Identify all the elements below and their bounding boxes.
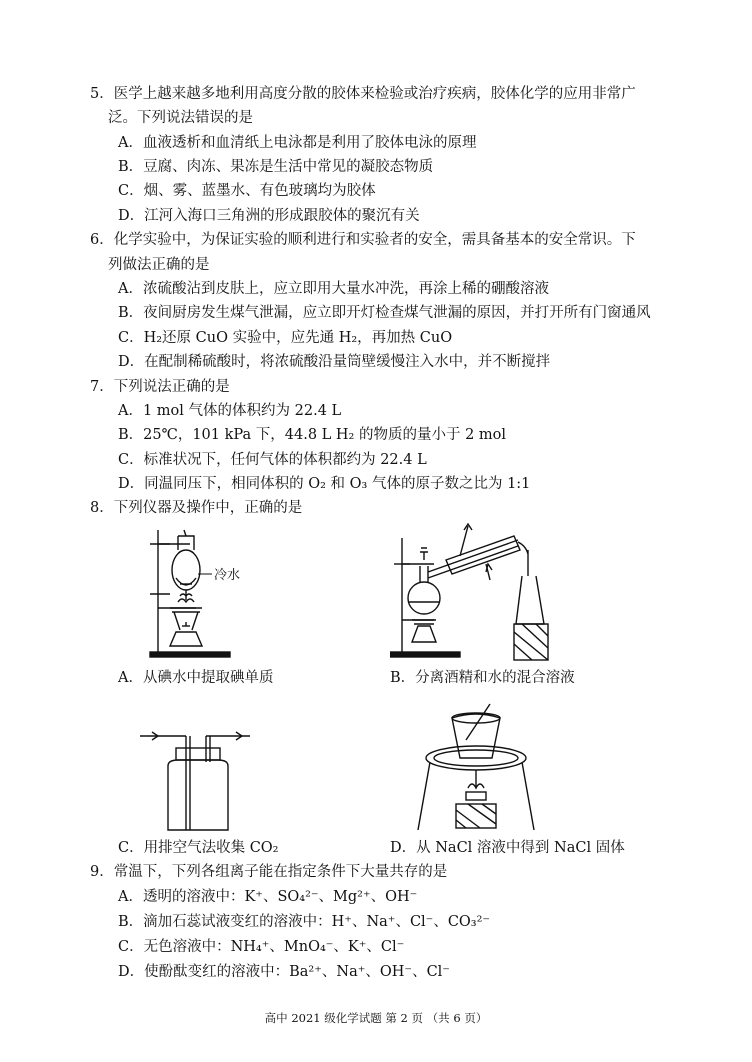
q9-option-a: A．透明的溶液中：K⁺、SO₄²⁻、Mg²⁺、OH⁻ bbox=[118, 889, 418, 905]
q5-option-a: A．血液透析和血清纸上电泳都是利用了胶体电泳的原理 bbox=[118, 135, 477, 151]
q8-option-c-caption: C．用排空气法收集 CO₂ bbox=[118, 840, 279, 856]
figure-b-distillation bbox=[390, 520, 560, 665]
q7-option-d: D．同温同压下，相同体积的 O₂ 和 O₃ 气体的原子数之比为 1:1 bbox=[118, 476, 531, 492]
q5-option-c: C．烟、雾、蓝墨水、有色玻璃均为胶体 bbox=[118, 183, 376, 199]
q5-option-b: B．豆腐、肉冻、果冻是生活中常见的凝胶态物质 bbox=[118, 159, 434, 175]
q9-option-d: D．使酚酞变红的溶液中：Ba²⁺、Na⁺、OH⁻、Cl⁻ bbox=[118, 964, 450, 980]
page-footer: 高中 2021 级化学试题 第 2 页 （共 6 页） bbox=[264, 1011, 488, 1025]
figure-a-separatory-funnel bbox=[140, 522, 270, 662]
q6-stem-line1: 6．化学实验中，为保证实验的顺利进行和实验者的安全，需具备基本的安全常识。下 bbox=[90, 232, 636, 248]
q8-option-a-caption: A．从碘水中提取碘单质 bbox=[118, 670, 274, 686]
q7-option-a: A．1 mol 气体的体积约为 22.4 L bbox=[118, 403, 342, 419]
q9-stem: 9．常温下，下列各组离子能在指定条件下大量共存的是 bbox=[90, 864, 448, 880]
q8-stem: 8．下列仪器及操作中，正确的是 bbox=[90, 500, 303, 516]
figure-c-gas-bottle bbox=[140, 722, 260, 837]
label-cold-water: 冷水 bbox=[214, 568, 241, 583]
q6-option-d: D．在配制稀硫酸时，将浓硫酸沿量筒壁缓慢注入水中，并不断搅拌 bbox=[118, 354, 551, 370]
q6-option-b: B．夜间厨房发生煤气泄漏，应立即开灯检查煤气泄漏的原因，并打开所有门窗通风 bbox=[118, 305, 651, 321]
q5-stem-line1: 5．医学上越来越多地利用高度分散的胶体来检验或治疗疾病，胶体化学的应用非常广 bbox=[90, 86, 636, 102]
q6-option-c: C．H₂还原 CuO 实验中，应先通 H₂，再加热 CuO bbox=[118, 330, 453, 346]
q7-option-c: C．标准状况下，任何气体的体积都约为 22.4 L bbox=[118, 452, 427, 468]
q6-option-a: A．浓硫酸沾到皮肤上，应立即用大量水冲洗，再涂上稀的硼酸溶液 bbox=[118, 281, 549, 297]
figure-d-evaporation bbox=[412, 700, 542, 835]
q8-option-b-caption: B．分离酒精和水的混合溶液 bbox=[390, 670, 575, 686]
q5-stem-line2: 泛。下列说法错误的是 bbox=[108, 110, 253, 126]
q5-option-d: D．江河入海口三角洲的形成跟胶体的聚沉有关 bbox=[118, 208, 420, 224]
q7-option-b: B．25℃，101 kPa 下，44.8 L H₂ 的物质的量小于 2 mol bbox=[118, 427, 507, 443]
q6-stem-line2: 列做法正确的是 bbox=[108, 257, 210, 273]
q7-stem: 7．下列说法正确的是 bbox=[90, 379, 230, 395]
q8-option-d-caption: D．从 NaCl 溶液中得到 NaCl 固体 bbox=[390, 840, 625, 856]
q9-option-b: B．滴加石蕊试液变红的溶液中：H⁺、Na⁺、Cl⁻、CO₃²⁻ bbox=[118, 914, 491, 930]
q9-option-c: C．无色溶液中：NH₄⁺、MnO₄⁻、K⁺、Cl⁻ bbox=[118, 939, 405, 955]
